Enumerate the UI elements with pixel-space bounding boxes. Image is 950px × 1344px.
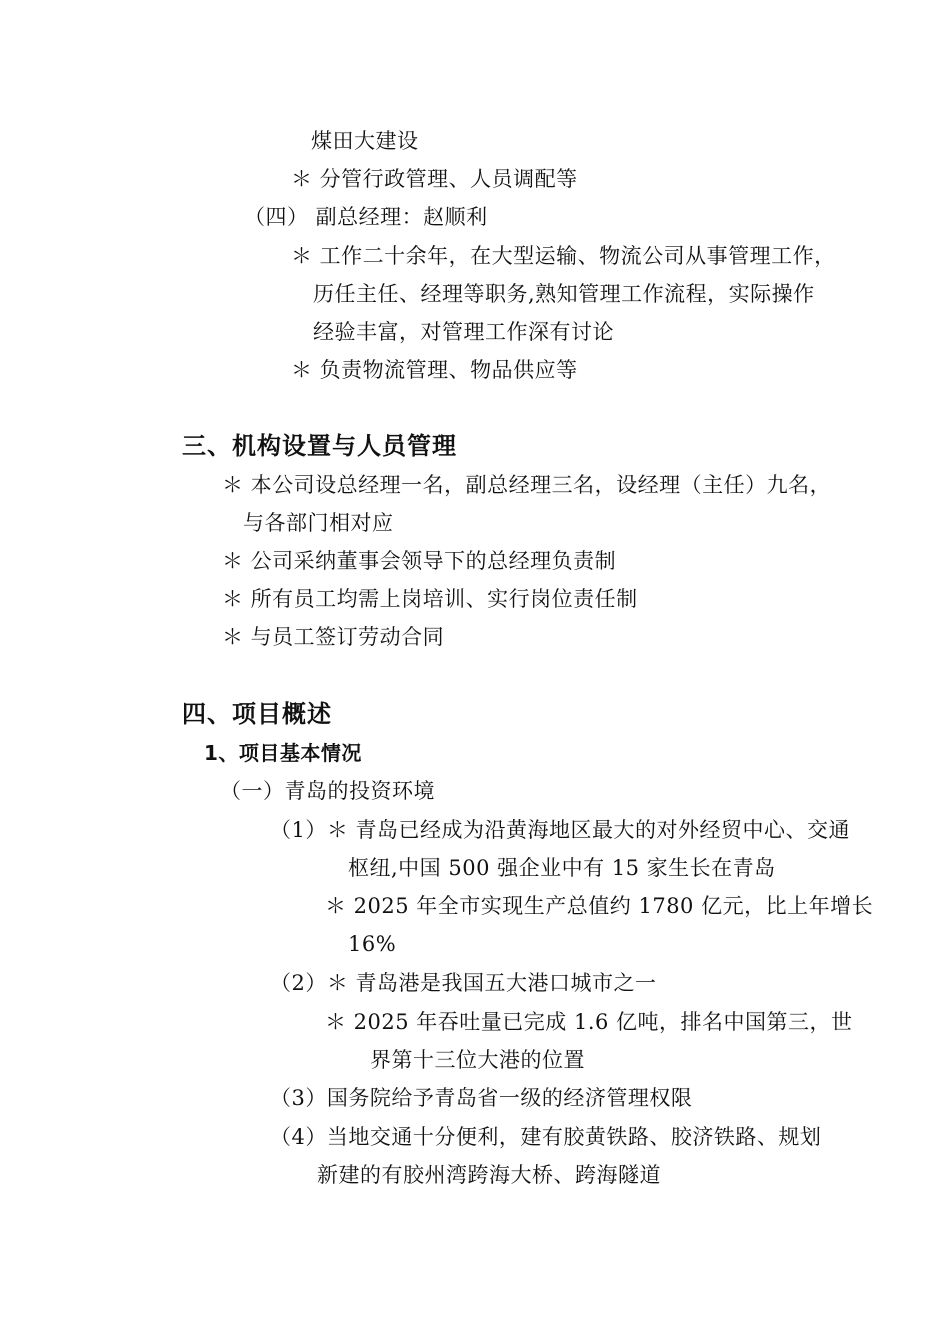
item4-bullet1-line3: 经验丰富，对管理工作深有讨论: [313, 320, 614, 344]
subsection1-heading: 1、项目基本情况: [204, 741, 362, 765]
coal-line: 煤田大建设: [311, 129, 419, 153]
point4-line1: （4）当地交通十分便利，建有胶黄铁路、胶济铁路、规划: [270, 1125, 822, 1149]
item4-heading: （四） 副总经理：赵顺利: [244, 205, 488, 229]
point4-line2: 新建的有胶州湾跨海大桥、跨海隧道: [317, 1163, 661, 1187]
section3-heading: 三、机构设置与人员管理: [182, 432, 457, 460]
section3-bullet2: ＊ 公司采纳董事会领导下的总经理负责制: [222, 549, 617, 573]
point3: （3）国务院给予青岛省一级的经济管理权限: [270, 1086, 693, 1110]
item4-bullet1-line2: 历任主任、经理等职务,熟知管理工作流程，实际操作: [313, 282, 815, 306]
point2-sub-line1: ＊ 2025 年吞吐量已完成 1.6 亿吨，排名中国第三，世: [325, 1010, 853, 1034]
item4-bullet2: ＊ 负责物流管理、物品供应等: [291, 358, 578, 382]
point2-sub-line2: 界第十三位大港的位置: [370, 1048, 585, 1072]
point1-line2: 枢纽,中国 500 强企业中有 15 家生长在青岛: [348, 856, 776, 880]
section3-bullet3: ＊ 所有员工均需上岗培训、实行岗位责任制: [222, 587, 638, 611]
bullet-admin: ＊ 分管行政管理、人员调配等: [291, 167, 578, 191]
part1-heading: （一）青岛的投资环境: [220, 779, 435, 803]
section3-bullet1-line1: ＊ 本公司设总经理一名，副总经理三名，设经理（主任）九名，: [222, 473, 832, 497]
point1-sub-line1: ＊ 2025 年全市实现生产总值约 1780 亿元，比上年增长: [325, 894, 874, 918]
section4-heading: 四、项目概述: [182, 700, 332, 728]
point2-line1: （2）＊ 青岛港是我国五大港口城市之一: [270, 971, 657, 995]
section3-bullet4: ＊ 与员工签订劳动合同: [222, 625, 445, 649]
point1-line1: （1）＊ 青岛已经成为沿黄海地区最大的对外经贸中心、交通: [270, 818, 851, 842]
section3-bullet1-line2: 与各部门相对应: [243, 511, 394, 535]
item4-bullet1-line1: ＊ 工作二十余年，在大型运输、物流公司从事管理工作，: [291, 244, 836, 268]
point1-sub-line2: 16%: [348, 932, 397, 956]
